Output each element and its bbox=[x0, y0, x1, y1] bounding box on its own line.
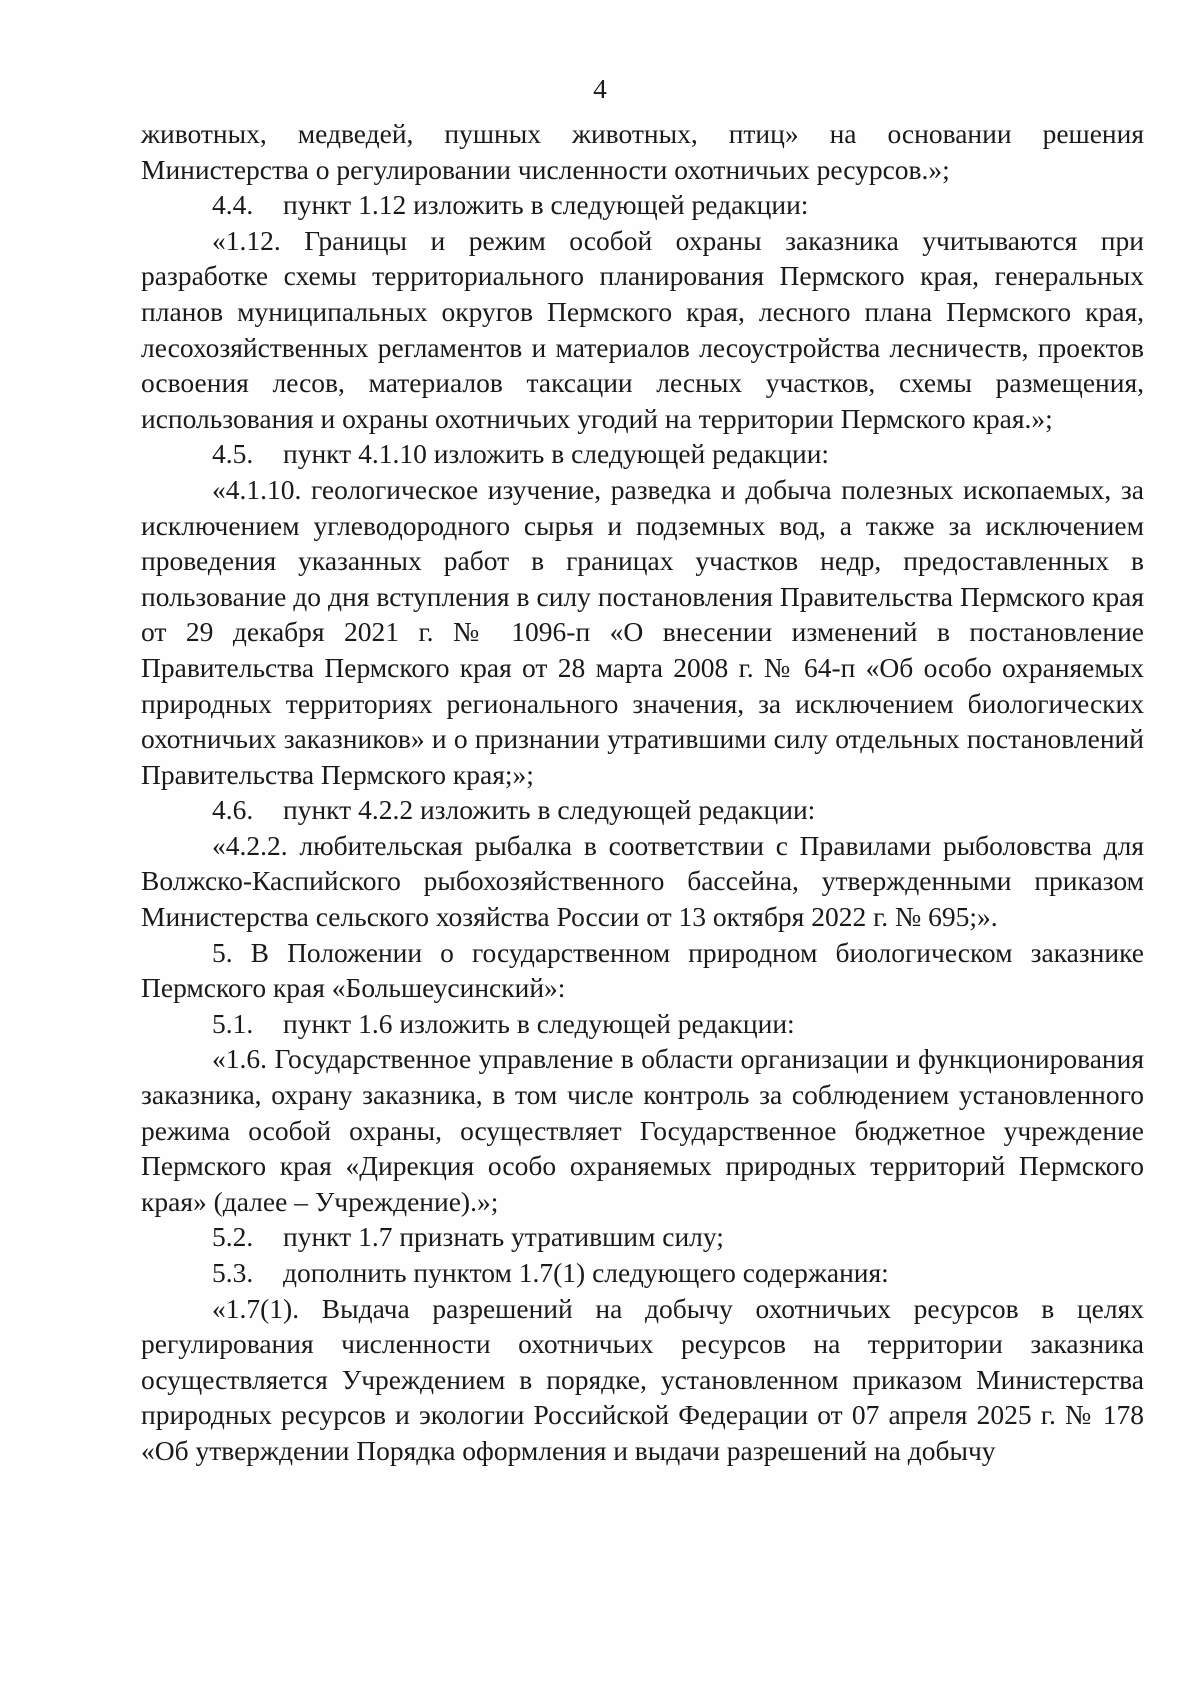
paragraph-section-5: 5. В Положении о государственном природном биологическом заказнике Пермского края «Большеусинский»: bbox=[141, 936, 1144, 1004]
list-item-5-2 bbox=[141, 1219, 1144, 1255]
paragraph-continuation: животных, медведей, пушных животных, птиц» на основании решения Министерства о регулировании численности охотничьих ресурсов.»; bbox=[141, 118, 1144, 185]
paragraph-1-7-1: «1.7(1). Выдача разрешений на добычу охотничьих ресурсов в целях регулирования численности охотничьих ресурсов на территории заказника осуществляется Учреждением в порядке, установленном приказом Министерства природных ресурсов и экологии Российской Федерации от 07 апреля 2025 г. № 178 «Об утверждении Порядка оформления и выдачи разрешений на добычу bbox=[141, 1292, 1144, 1466]
item-text: пункт 1.12 изложить в следующей редакции: bbox=[283, 189, 809, 221]
item-number: 4.4. bbox=[212, 189, 254, 221]
list-item-5-1 bbox=[141, 1006, 1144, 1042]
item-number: 5.2. bbox=[212, 1221, 254, 1253]
paragraph-4-1-10: «4.1.10. геологическое изучение, разведка и добыча полезных ископаемых, за исключением углеводородного сырья и подземных вод, а также за исключением проведения указанных работ в границах участков недр, предоставленных в пользование до дня вступления в силу постановления Правительства Пермского края от 29 декабря 2021 г. № 1096-п «О внесении изменений в постановление Правительства Пермского края от 28 марта 2008 г. № 64-п «Об особо охраняемых природных территориях регионального значения, за исключением биологических охотничьих заказников» и о признании утратившими силу отдельных постановлений Правительства Пермского края;»; bbox=[141, 473, 1144, 790]
list-item-4-5 bbox=[141, 436, 1144, 472]
item-text: дополнить пунктом 1.7(1) следующего содержания: bbox=[283, 1257, 889, 1288]
paragraph-4-2-2: «4.2.2. любительская рыбалка в соответствии с Правилами рыболовства для Волжско-Каспийского рыбохозяйственного бассейна, утвержденными приказом Министерства сельского хозяйства России от 13 октября 2022 г. № 695;». bbox=[141, 829, 1144, 933]
paragraph-1-6: «1.6. Государственное управление в области организации и функционирования заказника, охрану заказника, в том числе контроль за соблюдением установленного режима особой охраны, осуществляет Государственное бюджетное учреждение Пермского края «Дирекция особо охраняемых природных территорий Пермского края» (далее – Учреждение).»; bbox=[141, 1043, 1144, 1217]
list-item-5-3 bbox=[141, 1255, 1144, 1291]
document-body bbox=[141, 116, 1144, 1469]
list-item-4-6 bbox=[141, 792, 1144, 828]
item-text: пункт 1.7 признать утратившим силу; bbox=[283, 1221, 724, 1253]
item-number: 4.6. bbox=[212, 794, 254, 826]
paragraph-1-12: «1.12. Границы и режим особой охраны заказника учитываются при разработке схемы территориального планирования Пермского края, генеральных планов муниципальных округов Пермского края, лесного плана Пермского края, лесохозяйственных регламентов и материалов лесоустройства лесничеств, проектов освоения лесов, материалов таксации лесных участков, схемы размещения, использования и охраны охотничьих угодий на территории Пермского края.»; bbox=[141, 224, 1144, 434]
item-text: пункт 1.6 изложить в следующей редакции: bbox=[283, 1007, 795, 1039]
page-number: 4 bbox=[593, 73, 607, 104]
item-number: 5.1. bbox=[212, 1007, 254, 1039]
list-item-4-4 bbox=[141, 187, 1144, 223]
item-text: пункт 4.2.2 изложить в следующей редакции: bbox=[283, 794, 816, 826]
item-number: 4.5. bbox=[212, 438, 254, 470]
item-number: 5.3. bbox=[212, 1257, 254, 1288]
item-text: пункт 4.1.10 изложить в следующей редакции: bbox=[283, 438, 830, 470]
